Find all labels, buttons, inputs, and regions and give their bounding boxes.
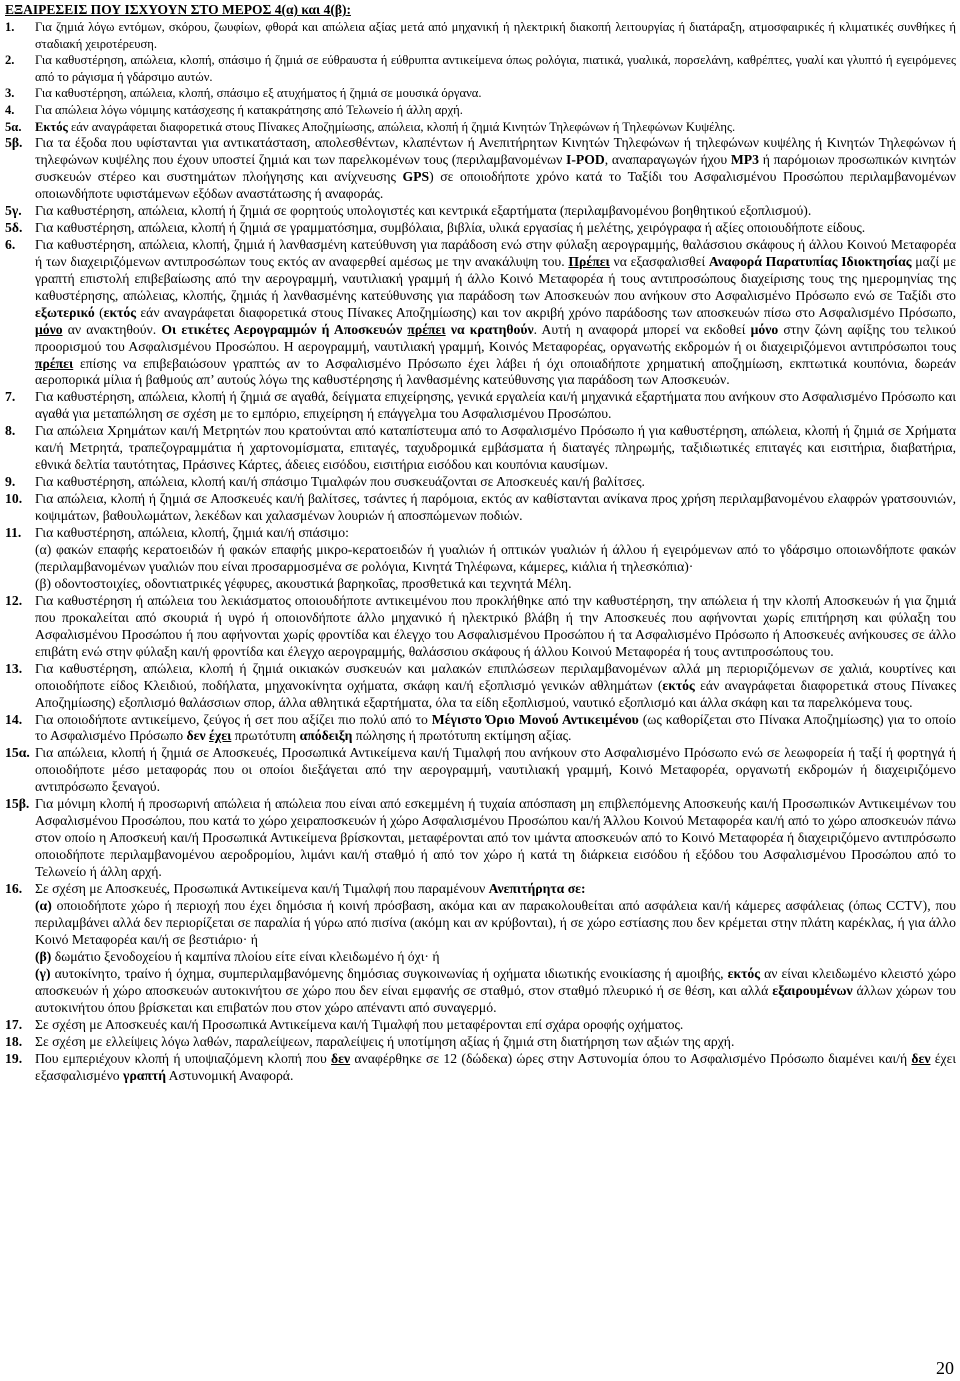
text-run: μόνο bbox=[750, 321, 779, 337]
exclusion-item bbox=[5, 389, 956, 423]
text-run: πρέπει bbox=[35, 355, 74, 371]
item-text bbox=[35, 220, 956, 237]
text-run: έχει εξασφαλισμένο bbox=[35, 1050, 956, 1083]
item-number: 10. bbox=[5, 491, 23, 507]
exclusion-item bbox=[5, 745, 956, 796]
text-run: μόνο bbox=[35, 321, 63, 337]
text-run: στην ζώνη αφίξης του τελικού προορισμού του Ασφαλισμένου Προσώπου. Η αερογραμμή, ναυτιλιακή γραμμή, Κοινός Μεταφορέας, οργανωτής εκδρομών ή οι διαχειριζόμενοι αντιπρόσωποι τους bbox=[35, 321, 956, 354]
text-run: δεν bbox=[331, 1050, 351, 1066]
text-run: Για καθυστέρηση, απώλεια, κλοπή, ζημιά ή λανθασμένη κατεύθυνση για παράδοση ενώ στην φύλαξη αερογραμμής, θαλάσσιου σκάφους ή άλλου Κοινού Μεταφορέα ή των διαχειριζόμενων αντιπροσώπων τους εκτός αν αναφερθεί αμέσως με την ανακάλυψη του. bbox=[35, 236, 956, 269]
item-number: 16. bbox=[5, 881, 23, 897]
text-run: Αστυνομική Αναφορά. bbox=[166, 1067, 294, 1083]
item-text bbox=[35, 119, 956, 136]
text-run: Για καθυστέρηση, απώλεια, κλοπή ή ζημιά σε αγαθά, δείγματα επιχείρησης, γενικά εργαλεία και/ή μηχανικά εξαρτήματα που ανήκουν στο Ασφαλισμένο Πρόσωπο και αγαθά για μεταπώληση σε σχέση με το εμπόριο, επιχείρηση ή επάγγελμα του Ασφαλισμένου Προσώπου. bbox=[35, 389, 956, 422]
exclusion-item bbox=[5, 491, 956, 525]
item-text bbox=[35, 52, 956, 85]
item-text bbox=[35, 237, 956, 390]
text-run: Αναφορά Παρατυπίας Ιδιοκτησίας bbox=[708, 253, 912, 269]
text-run: εξαιρουμένων bbox=[772, 982, 853, 998]
text-run: (β) bbox=[35, 948, 52, 964]
text-run: εκτός bbox=[727, 965, 761, 981]
text-run: πώλησης ή πρωτότυπη εκτίμηση αξίας. bbox=[352, 728, 572, 744]
item-number: 13. bbox=[5, 660, 23, 676]
exclusion-item bbox=[5, 135, 956, 203]
text-run: εάν αναγράφεται διαφορετικά στους Πίνακες Αποζημίωσης) και τον ακριβή χρόνο παράδοσης των αποσκευών πίσω στο Ασφαλισμένο Πρόσωπο, bbox=[136, 304, 957, 320]
item-text bbox=[35, 593, 956, 661]
item-text bbox=[35, 1034, 956, 1051]
text-run: πρωτότυπη bbox=[231, 728, 300, 744]
exclusion-item bbox=[5, 423, 956, 474]
exclusion-item bbox=[5, 1034, 956, 1051]
text-run: δεν bbox=[911, 1050, 931, 1066]
text-run: Για απώλεια λόγω νόμιμης κατάσχεσης ή κατακράτησης από Τελωνείο ή άλλη αρχή. bbox=[35, 102, 463, 117]
text-run: γραπτή bbox=[123, 1067, 166, 1083]
text-run: Για απώλεια, κλοπή ή ζημιά σε Αποσκευές και/ή βαλίτσες, τσάντες ή παρόμοια, εκτός αν καθίστανται ανίκανα προς χρήση περιλαμβανομένου ελαφρών γρατσουνιών, κοψιμάτων, βαθουλωμάτων, λεκέδων και χαλασμένων λουριών ή αποσπώμενων ποδιών. bbox=[35, 491, 956, 524]
text-run: . Αυτή η αναφορά μπορεί να εκδοθεί bbox=[533, 321, 751, 337]
exclusion-item bbox=[5, 19, 956, 52]
item-text bbox=[35, 474, 956, 491]
text-run: Για τα έξοδα που υφίστανται για αντικατάσταση, απολεσθέντων, κλαπέντων ή Ανεπιτήρητων Κινητών Τηλεφώνων ή τηλεφώνων κυψέλης ή Κινητών Τηλεφώνων ή τηλεφώνων κυψέλης που έχουν υποστεί ζημιά και των παρελκομένων τους (περιλαμβανομένων bbox=[35, 135, 956, 168]
exclusion-item bbox=[5, 593, 956, 661]
item-text bbox=[35, 712, 956, 746]
item-text bbox=[35, 491, 956, 525]
exclusion-item bbox=[5, 796, 956, 881]
text-run: ( bbox=[94, 304, 104, 320]
item-number: 2. bbox=[5, 53, 15, 68]
text-run: Για οποιοδήποτε αντικείμενο, ζεύγος ή σετ που αξίζει πιο πολύ από το bbox=[35, 711, 432, 727]
item-number: 5δ. bbox=[5, 219, 23, 235]
text-run: (β) οδοντοστοιχίες, οδοντιατρικές γέφυρες, ακουστικά βαρηκοΐας, προσθετικά και τεχνητά Μέλη. bbox=[35, 575, 572, 591]
item-number: 5γ. bbox=[5, 202, 22, 218]
item-text bbox=[35, 745, 956, 796]
exclusion-item bbox=[5, 474, 956, 491]
text-run: (γ) bbox=[35, 965, 51, 981]
item-text bbox=[35, 423, 956, 474]
exclusion-item bbox=[5, 102, 956, 119]
page-number: 20 bbox=[936, 1358, 954, 1378]
text-run: εκτός bbox=[103, 304, 137, 320]
text-run: αυτοκίνητο, τραίνο ή όχημα, συμπεριλαμβανόμενης δημόσιας συγκοινωνίας ή οχήματα ιδιωτικής ενοικίασης ή αμοιβής, bbox=[50, 965, 728, 981]
text-run: εάν αναγράφεται διαφορετικά στους Πίνακες Αποζημίωσης) εξοπλισμό θαλάσσιων σπορ, άλλα αθλητικά εξαρτήματα, όλα τα είδη εξοπλισμού, ναυτικό εξοπλισμό και άλλα σκάφη και τα παρελκόμενα τους. bbox=[35, 677, 956, 710]
text-run: , αναπαραγωγών ήχου bbox=[604, 152, 731, 168]
item-text bbox=[35, 1051, 956, 1085]
item-number: 12. bbox=[5, 592, 23, 608]
exclusion-item bbox=[5, 85, 956, 102]
item-text bbox=[35, 881, 956, 1017]
item-number: 15β. bbox=[5, 796, 30, 812]
text-run: εκτός bbox=[662, 677, 695, 693]
text-run: επίσης να επιβεβαιώσουν γραπτώς αν το Ασφαλισμένο Πρόσωπο έχει λάβει ή όχι οποιαδήποτε χρηματική αποζημίωση, εκπτωτικά κουπόνια, δωρεάν αεροπορικά μίλια ή βαθμούς απ’ αυτούς λόγω της καθυστέρησης ή λανθασμένης κατεύθυνσης για παράδοση των Αποσκευών. bbox=[35, 355, 956, 388]
text-run: οποιοδήποτε χώρο ή περιοχή που έχει δημόσια ή κοινή πρόσβαση, ακόμα και αν παρακολουθείται από ασφάλεια και/ή κάμερες ασφάλειας (όπως CCTV), που περιλαμβάνει αλλά δεν περιορίζεται σε παραλία ή γύρω από πισίνα (ακόμη και αν κρύβονται), ή σε χώρο εστίασης που δεν κρέμεται στην πλάτη καρέκλας, ή για άλλο Κοινό Μεταφορέα και/ή σε βεστιάριο· ή bbox=[35, 898, 956, 947]
text-run: αν είναι κλειδωμένο κλειστό χώρο αποσκευών ή χώρο αποσκευών αυτοκινήτου σε χώρο που δεν είναι εμφανής σε σταθμό, στον σταθμό πλευρικό ή σε θέση, και αλλά bbox=[35, 965, 956, 998]
exclusion-item bbox=[5, 1017, 956, 1034]
item-text bbox=[35, 1017, 956, 1034]
text-run: ) σε οποιοδήποτε χρόνο κατά το Ταξίδι του Ασφαλισμένου Προσώπου περιλαμβανομένων οποιωνδήποτε υφιστάμενων εξόδων αναστάτωσης ή αναφοράς. bbox=[35, 169, 956, 201]
text-run: Για απώλεια, κλοπή ή ζημιά σε Αποσκευές, Προσωπικά Αντικείμενα και/ή Τιμαλφή που ανήκουν στο Ασφαλισμένο Πρόσωπο ενώ σε λεωφορεία ή ταξί ή φορτηγά ή οποιοδήποτε μέσο μεταφοράς που οι οποίοι διεξάγεται από την αερογραμμή, ναυτιλιακή γραμμή, Κοινό Μεταφορέα, οργανωτή εκδρομών ή διαχειριζόμενο αντιπρόσωπο ξεναγού. bbox=[35, 745, 956, 795]
text-run: Για καθυστέρηση, απώλεια, κλοπή, ζημιά και/ή σπάσιμο: bbox=[35, 525, 349, 541]
exclusion-item bbox=[5, 525, 956, 593]
text-run: δεν bbox=[186, 728, 210, 744]
text-run: δωμάτιο ξενοδοχείου ή καμπίνα πλοίου είτε είναι κλειδωμένο ή όχι· ή bbox=[51, 948, 440, 964]
text-run: Για απώλεια Χρημάτων και/ή Μετρητών που κρατούνται από καταπίστευμα από το Ασφαλισμένο Πρόσωπο ή για καθυστέρηση, απώλεια, κλοπή ή ζημιά σε Χρήματα και/ή Μετρητά, τραπεζογραμμάτια ή χαρτονομίσματα, επιταγές, ταχυδρομικά εμβάσματα ή διαταγές πληρωμής, ταξιδιωτικές επιταγές και εισιτήρια, διαβατήρια, εθνικά δελτία ταυτότητας, Πράσινες Κάρτες, άδειες εισόδου, εισιτήρια εισόδου και κουπόνια καυσίμων. bbox=[35, 423, 956, 473]
item-text bbox=[35, 19, 956, 52]
item-number: 5β. bbox=[5, 135, 23, 151]
sub-item bbox=[35, 898, 956, 949]
text-run: Για ζημιά λόγω εντόμων, σκόρου, ζωυφίων, φθορά και απώλεια αξίας μετά από μηχανική ή ηλεκτρική διακοπή λειτουργίας ή διατάραξη, ατμοσφαιρικές ή κλιματικές συνθήκες ή σταδιακή χειροτέρευση. bbox=[35, 19, 956, 51]
item-text bbox=[35, 525, 956, 593]
exclusion-item bbox=[5, 712, 956, 746]
text-run: πρέπει bbox=[407, 321, 446, 337]
exclusion-item bbox=[5, 1051, 956, 1085]
text-run: απόδειξη bbox=[299, 728, 353, 744]
text-run: Που εμπεριέχουν κλοπή ή υποψιαζόμενη κλοπή που bbox=[35, 1050, 332, 1066]
text-run: I-POD bbox=[566, 152, 605, 168]
exclusions-list bbox=[5, 19, 956, 1085]
item-text bbox=[35, 203, 956, 220]
text-run: άλλων χώρων του αυτοκινήτου όπου βρίσκεται και επιβατών που στον χώρο απέναντι από συναγερμό. bbox=[35, 982, 956, 1015]
item-number: 3. bbox=[5, 86, 15, 101]
text-run: (ως καθορίζεται στο Πίνακα Αποζημίωσης) για το οποίο το Ασφαλισμένο Πρόσωπο bbox=[35, 711, 956, 744]
item-text bbox=[35, 102, 956, 119]
text-run: Μέγιστο Όριο Μονού Αντικειμένου bbox=[431, 711, 639, 727]
item-number: 11. bbox=[5, 525, 22, 541]
text-run: Για καθυστέρηση, απώλεια, κλοπή ή ζημιά σε γραμματόσημα, συμβόλαια, βιβλία, υλικά εργασίας ή μελέτης, χειρόγραφα ή αξίες οποιουδήποτε είδους. bbox=[35, 219, 866, 235]
text-run: (α) bbox=[35, 898, 52, 913]
text-run: Σε σχέση με Αποσκευές και/ή Προσωπικά Αντικείμενα και/ή Τιμαλφή που μεταφέρονται επί σχάρα οροφής οχήματος. bbox=[35, 1016, 684, 1032]
exclusion-item bbox=[5, 661, 956, 712]
sub-item bbox=[35, 966, 956, 1017]
text-run: Σε σχέση με ελλείψεις λόγω λαθών, παραλείψεων, παραλείψεις ή υποτίμηση αξίας ή ζημιά στη διατήρηση των αξιών της αρχή. bbox=[35, 1033, 735, 1049]
text-run: αναφέρθηκε σε 12 (δώδεκα) ώρες στην Αστυνομία όπου το Ασφαλισμένο Πρόσωπο διαμένει και/ή bbox=[350, 1050, 912, 1066]
item-number: 6. bbox=[5, 236, 16, 252]
item-text bbox=[35, 661, 956, 712]
text-run: Εκτός bbox=[35, 119, 68, 134]
text-run: Ανεπιτήρητα σε: bbox=[488, 881, 586, 897]
text-run: MP3 bbox=[730, 152, 759, 168]
item-number: 18. bbox=[5, 1033, 23, 1049]
item-number: 8. bbox=[5, 423, 16, 439]
text-run: εάν αναγράφεται διαφορετικά στους Πίνακες Αποζημίωσης, απώλεια, κλοπή ή ζημιά Κινητών Τηλεφώνων ή Τηλεφώνων Κυψέλης. bbox=[67, 119, 736, 134]
sub-item bbox=[35, 949, 956, 966]
exclusion-item bbox=[5, 881, 956, 1017]
text-run: Για καθυστέρηση, απώλεια, κλοπή, σπάσιμο ή ζημιά σε εύθραυστα ή εύθρυπτα αντικείμενα όπως ρολόγια, πιατικά, γυαλικά, πορσελάνη, καθρέπτες, γυαλί και γλυπτό ή εγειρόμενες από το ράγισμα ή γδάρσιμο αυτών. bbox=[35, 53, 956, 84]
text-run: να κρατηθούν bbox=[445, 321, 534, 337]
item-text bbox=[35, 135, 956, 203]
exclusion-item bbox=[5, 52, 956, 85]
text-run: Για καθυστέρηση, απώλεια, κλοπή ή ζημιά σε φορητούς υπολογιστές και κεντρικά εξαρτήματα (περιλαμβανομένου βοηθητικού εξοπλισμού). bbox=[35, 202, 812, 218]
text-run: έχει bbox=[209, 728, 232, 744]
item-number: 14. bbox=[5, 711, 23, 727]
item-number: 1. bbox=[5, 19, 15, 34]
item-number: 7. bbox=[5, 389, 16, 405]
sub-item bbox=[35, 542, 956, 576]
text-run: Για μόνιμη κλοπή ή προσωρινή απώλεια ή απώλεια που είναι από εσκεμμένη ή τυχαία απόσπαση μη επιβλεπόμενης Αποσκευής και/ή Προσωπικών Αντικειμένων του Ασφαλισμένου Προσώπου, που κατά το χώρο χειραποσκευών ή χώρο Ασφαλισμένου Προσώπου και/ή Άλλου Κοινού Μεταφορέα και/ή από το χώρο αποσκευών πάνω στον οποίο η Αποσκευή και/ή Προσωπικά Αντικείμενα βρίσκονται, μεταφέρονται από τον ιμάντα αποσκευών από το Κοινό Μεταφορέα ή διαχειριζόμενο αντιπρόσωπο οποιοδήποτε περιλαμβανομένου αεροδρομίου, λιμάνι και/ή σταθμό ή από τον χώρο ή κατά τη διάρκεια εισόδου ή εξόδου του Ασφαλισμένου Προσώπου από το Τελωνείο ή άλλη αρχή. bbox=[35, 796, 956, 880]
item-number: 17. bbox=[5, 1016, 23, 1032]
sub-item bbox=[35, 576, 956, 593]
exclusion-item bbox=[5, 220, 956, 237]
item-number: 4. bbox=[5, 102, 15, 117]
item-number: 19. bbox=[5, 1050, 23, 1066]
exclusion-item bbox=[5, 237, 956, 390]
item-text bbox=[35, 796, 956, 881]
text-run: Για καθυστέρηση, απώλεια, κλοπή, σπάσιμο εξ ατυχήματος ή ζημιά σε μουσικά όργανα. bbox=[35, 86, 482, 101]
text-run: ή παρόμοιων προσωπικών κινητών συσκευών στέρεο και συστημάτων πλοήγησης και ανίχνευσης bbox=[35, 152, 956, 185]
item-number: 5α. bbox=[5, 119, 22, 134]
text-run: αν ανακτηθούν. bbox=[62, 321, 162, 337]
text-run: Για καθυστέρηση ή απώλεια του λεκιάσματος οποιουδήποτε αντικειμένου που προκλήθηκε από την καθυστέρηση, την απώλεια ή την κλοπή Αποσκευών ή για ζημιά που προκαλείται από σκουριά ή υγρό ή οποιονδήποτε άλλο μηχανικό ή ηλεκτρικό βλάβη ή την Αποσκευές που αφήνονται χωρίς επιτήρηση και φύλαξη του Ασφαλισμένου Προσώπου ή που αφήνονται χωρίς φροντίδα και έλεγχο του Ασφαλισμένου Προσώπου ή τα Ασφαλισμένο Πρόσωπο ή Αποσκευές ανήκουσες σε άλλο επιβάτη ενώ στην φύλαξη και/ή φροντίδα και έλεγχο αερογραμμής, θαλάσσιου σκάφους ή άλλου Κοινού Μεταφορέα ή τους αντιπροσώπους του. bbox=[35, 592, 956, 659]
text-run: να εξασφαλισθεί bbox=[609, 253, 709, 269]
text-run: εξωτερικό bbox=[35, 304, 95, 320]
item-text bbox=[35, 389, 956, 423]
text-run: Οι ετικέτες Αερογραμμών ή Αποσκευών bbox=[161, 321, 408, 337]
item-number: 15α. bbox=[5, 745, 30, 761]
text-run: Για καθυστέρηση, απώλεια, κλοπή και/ή σπάσιμο Τιμαλφών που συσκευάζονται σε Αποσκευές και/ή βαλίτσες. bbox=[35, 474, 645, 490]
exclusion-item bbox=[5, 203, 956, 220]
text-run: Πρέπει bbox=[568, 253, 610, 269]
text-run: μαζί με γραπτή επιστολή επιβεβαίωσης από την αερογραμμή, ναυτιλιακή γραμμή ή άλλο Κοινό Μεταφορέα ή τους αντιπροσώπους διαχείρισης τους της ημερομηνίας της καθυστέρησης, απώλειας, κλοπής, ζημιάς ή λανθασμένης κατεύθυνσης για παράδοση των Αποσκευών που ανήκουν στο Ασφαλισμένο Πρόσωπο ενώ σε Ταξίδι στο bbox=[35, 253, 957, 303]
text-run: Σε σχέση με Αποσκευές, Προσωπικά Αντικείμενα και/ή Τιμαλφή που παραμένουν bbox=[35, 881, 489, 897]
exclusion-item bbox=[5, 119, 956, 136]
item-number: 9. bbox=[5, 474, 16, 490]
item-text bbox=[35, 85, 956, 102]
text-run: (α) φακών επαφής κερατοειδών ή φακών επαφής μικρο-κερατοειδών ή γυαλιών ή οπτικών γυαλιών ή άλλου ή εγειρόμενων από το γδάρσιμο οποιωνδήποτε φακών (περιλαμβανομένων γυαλιών που είναι προσαρμοσμένα σε ρολόγια, Κινητά Τηλέφωνα, κάμερες, κιάλια ή τηλεσκόπια)· bbox=[35, 541, 956, 574]
text-run: Για καθυστέρηση, απώλεια, κλοπή ή ζημιά οικιακών συσκευών και μαλακών επιπλώσεων περιλαμβανομένων αλλά μη περιοριζόμενων σε χαλιά, κουρτίνες και οποιοδήποτε είδος Κλειδιού, ποδήλατα, μηχανοκίνητα οχήματα, σκάφη και/ή εξοπλισμό γενικών αθλημάτων ( bbox=[35, 660, 956, 693]
section-heading: ΕΞΑΙΡΕΣΕΙΣ ΠΟΥ ΙΣΧΥΟΥΝ ΣΤΟ ΜΕΡΟΣ 4(α) και 4(β): bbox=[5, 2, 351, 17]
text-run: GPS bbox=[402, 169, 430, 185]
